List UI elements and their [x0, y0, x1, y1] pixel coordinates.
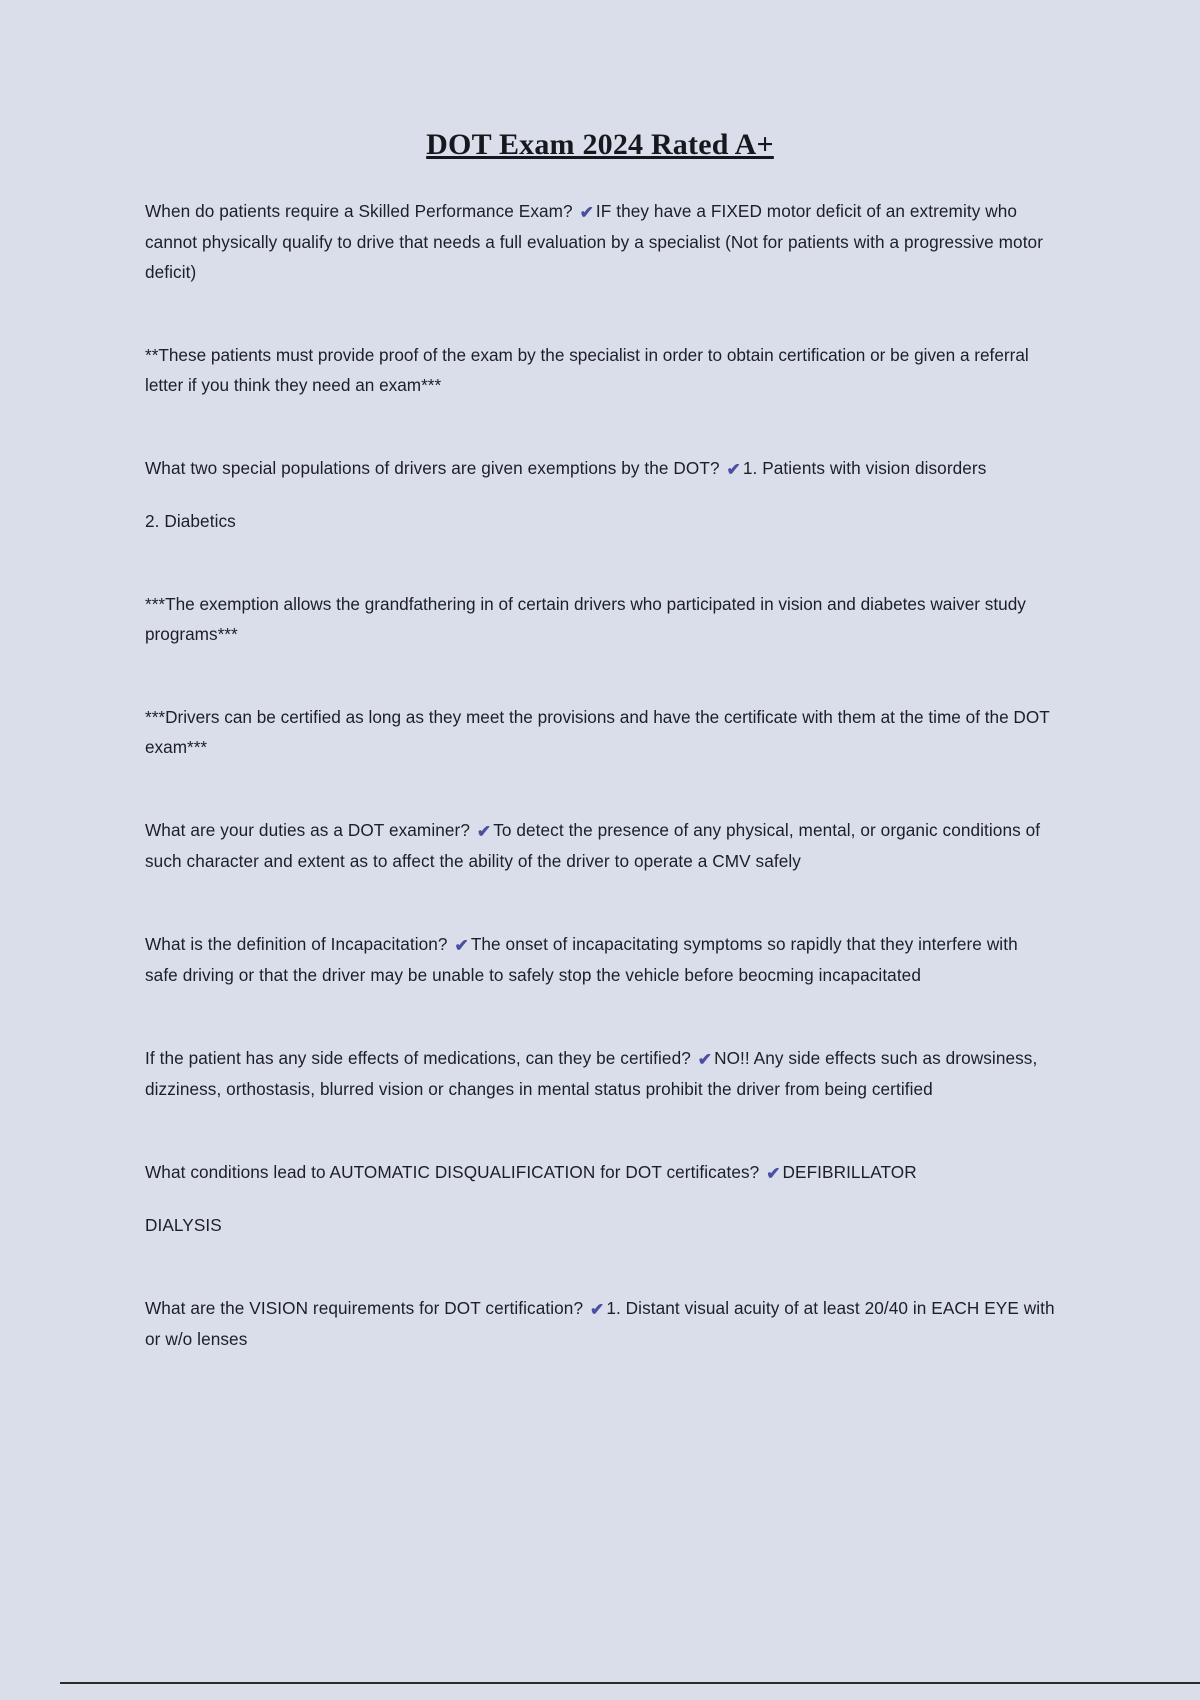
qa-line: [145, 1043, 1055, 1104]
qa-block: [145, 196, 1055, 287]
question-text: What conditions lead to AUTOMATIC DISQUALIFICATION for DOT certificates?: [145, 1162, 760, 1182]
qa-block: [145, 1293, 1055, 1354]
question-text: If the patient has any side effects of medications, can they be certified?: [145, 1048, 691, 1068]
qa-line: [145, 929, 1055, 990]
answer-text: 1. Patients with vision disorders: [742, 458, 987, 478]
question-text: What two special populations of drivers are given exemptions by the DOT?: [145, 458, 720, 478]
answer-extra-line: DIALYSIS: [145, 1215, 222, 1235]
note-block: [145, 702, 1055, 762]
check-icon: ✔: [476, 822, 492, 841]
note-text: ***The exemption allows the grandfathering in of certain drivers who participated in vision and diabetes waiver study programs***: [145, 594, 1026, 644]
question-text: What are your duties as a DOT examiner?: [145, 820, 470, 840]
check-icon: ✔: [589, 1300, 605, 1319]
question-text: When do patients require a Skilled Performance Exam?: [145, 201, 573, 221]
page-footer-rule: [60, 1682, 1200, 1684]
note-text: ***Drivers can be certified as long as they meet the provisions and have the certificate with them at the time of the DOT exam***: [145, 707, 1050, 757]
question-text: What are the VISION requirements for DOT certification?: [145, 1298, 584, 1318]
check-icon: ✔: [766, 1164, 781, 1183]
answer-text: NO!! Any side effects such as drowsiness, dizziness, orthostasis, blurred vision or changes in mental status prohibit the driver from being certified: [145, 1048, 1038, 1099]
qa-line: [145, 815, 1055, 876]
qa-line: [145, 1293, 1055, 1354]
qa-block: [145, 453, 1055, 536]
note-block: [145, 589, 1055, 649]
page-title: DOT Exam 2024 Rated A+: [426, 128, 774, 161]
qa-block: [145, 815, 1055, 876]
check-icon: ✔: [697, 1050, 713, 1069]
answer-text: 1. Distant visual acuity of at least 20/40 in EACH EYE with or w/o lenses: [145, 1298, 1055, 1349]
answer-text: DEFIBRILLATOR: [782, 1162, 917, 1182]
answer-extra-line: 2. Diabetics: [145, 511, 236, 531]
qa-line: [145, 196, 1055, 287]
question-text: What is the definition of Incapacitation?: [145, 934, 448, 954]
qa-line: [145, 453, 1055, 484]
document-body: [145, 162, 1055, 1354]
note-block: [145, 340, 1055, 400]
qa-block: [145, 1157, 1055, 1240]
qa-block: [145, 929, 1055, 990]
answer-text: To detect the presence of any physical, mental, or organic conditions of such character and extent as to affect the ability of the driver to operate a CMV safely: [145, 820, 1041, 871]
check-icon: ✔: [726, 460, 741, 479]
check-icon: ✔: [579, 203, 594, 222]
answer-text: IF they have a FIXED motor deficit of an extremity who cannot physically qualify to drive that needs a full evaluation by a specialist (Not for patients with a progressive motor deficit): [145, 201, 1044, 282]
qa-block: [145, 1043, 1055, 1104]
check-icon: ✔: [454, 936, 469, 955]
answer-text: The onset of incapacitating symptoms so rapidly that they interfere with safe driving or that the driver may be unable to safely stop the vehicle before beocming incapacitated: [145, 934, 1018, 985]
note-text: **These patients must provide proof of the exam by the specialist in order to obtain certification or be given a referral letter if you think they need an exam***: [145, 345, 1029, 395]
qa-line: [145, 1157, 1055, 1188]
